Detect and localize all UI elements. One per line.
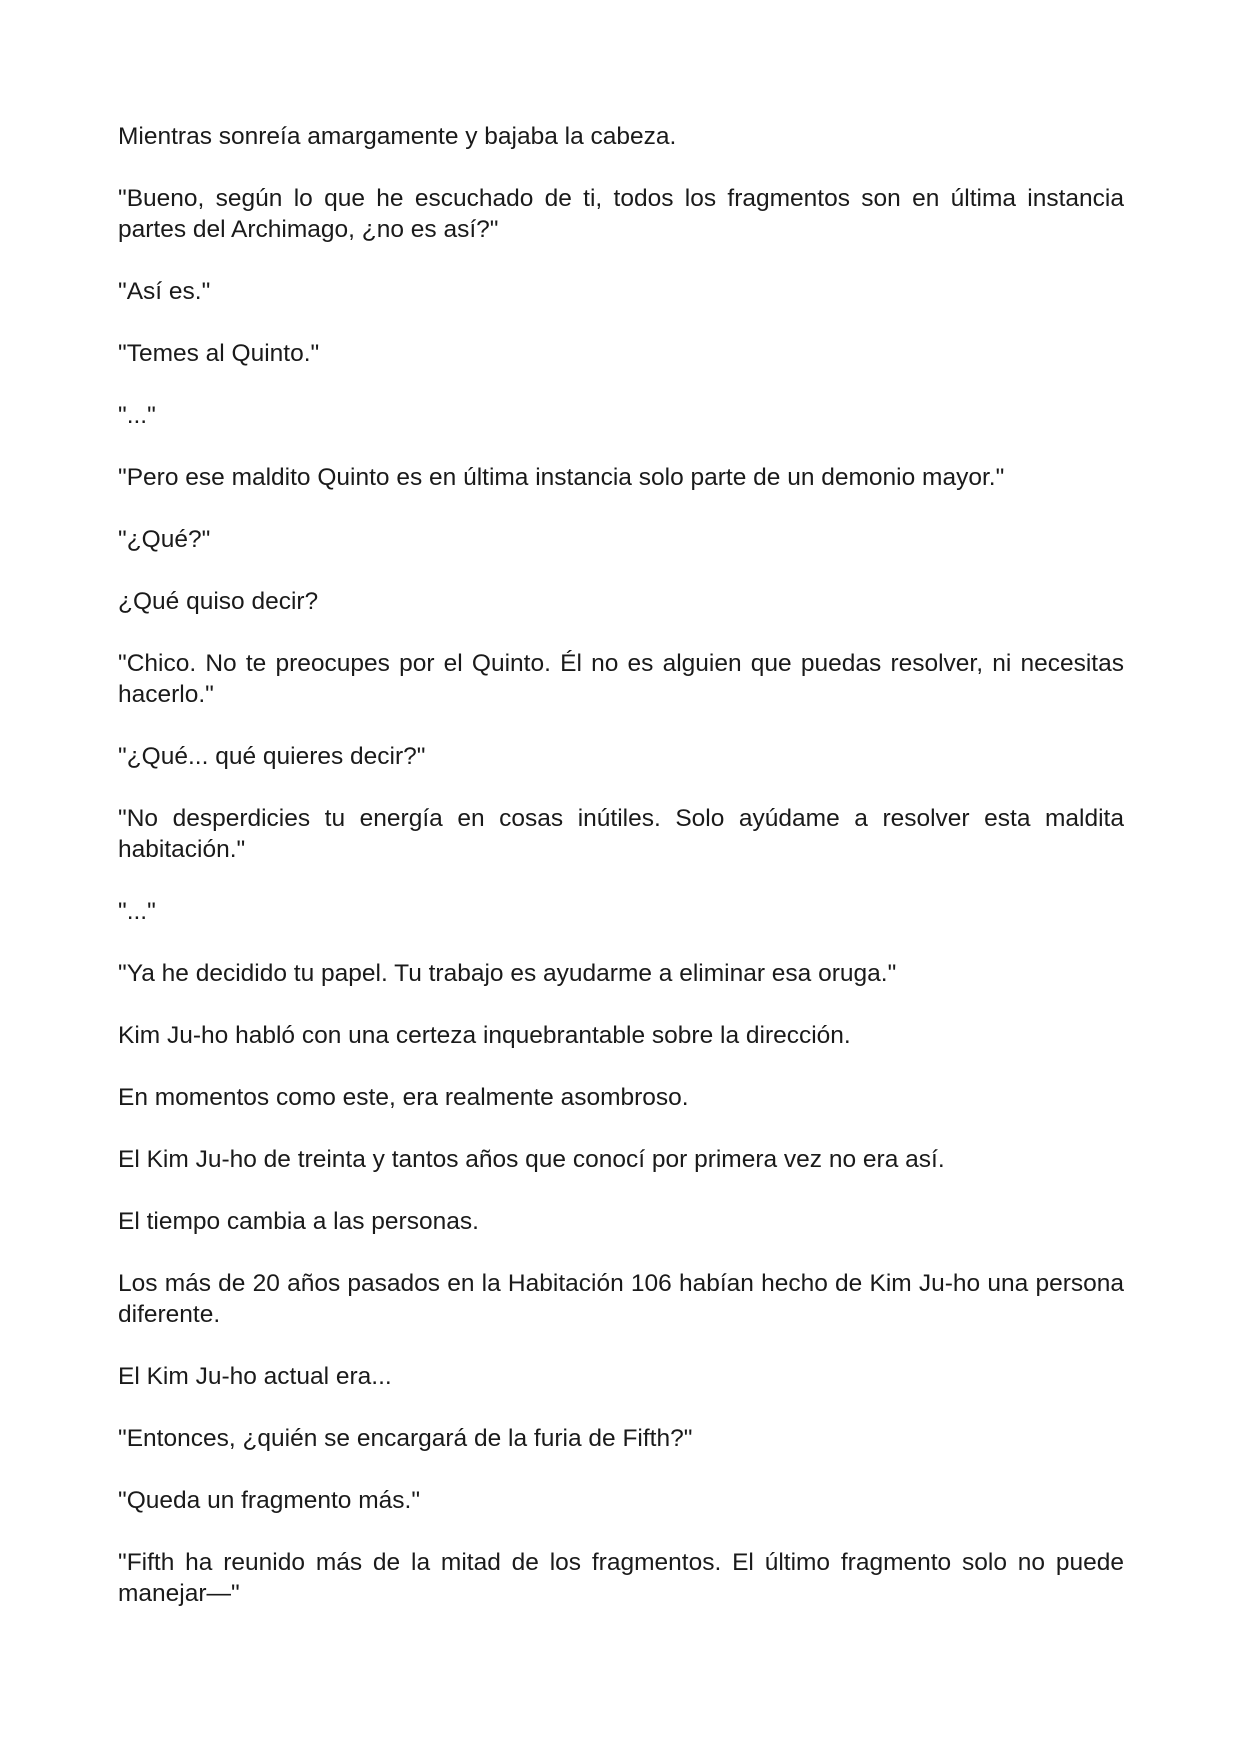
paragraph: Kim Ju-ho habló con una certeza inquebrantable sobre la dirección.	[118, 1022, 851, 1049]
paragraph: Los más de 20 años pasados en la Habitación 106 habían hecho de Kim Ju-ho una persona diferente.	[118, 1270, 1124, 1328]
document-body	[118, 121, 1124, 1640]
paragraph: "..."	[118, 898, 156, 925]
paragraph: El tiempo cambia a las personas.	[118, 1208, 479, 1235]
paragraph: En momentos como este, era realmente asombroso.	[118, 1084, 689, 1111]
paragraph: "No desperdicies tu energía en cosas inútiles. Solo ayúdame a resolver esta maldita habitación."	[118, 805, 1124, 863]
paragraph: "Temes al Quinto."	[118, 340, 320, 367]
paragraph: El Kim Ju-ho actual era...	[118, 1363, 392, 1390]
paragraph: "Así es."	[118, 278, 211, 305]
paragraph: "..."	[118, 402, 156, 429]
paragraph: "Bueno, según lo que he escuchado de ti, todos los fragmentos son en última instancia partes del Archimago, ¿no es así?"	[118, 185, 1124, 243]
paragraph: "Entonces, ¿quién se encargará de la furia de Fifth?"	[118, 1425, 693, 1452]
paragraph: "Queda un fragmento más."	[118, 1487, 421, 1514]
paragraph: Mientras sonreía amargamente y bajaba la cabeza.	[118, 123, 677, 150]
paragraph: "Ya he decidido tu papel. Tu trabajo es ayudarme a eliminar esa oruga."	[118, 960, 897, 987]
paragraph: "Fifth ha reunido más de la mitad de los fragmentos. El último fragmento solo no puede manejar—"	[118, 1549, 1124, 1607]
paragraph: "¿Qué?"	[118, 526, 211, 553]
paragraph: "Pero ese maldito Quinto es en última instancia solo parte de un demonio mayor."	[118, 464, 1005, 491]
paragraph: El Kim Ju-ho de treinta y tantos años que conocí por primera vez no era así.	[118, 1146, 945, 1173]
paragraph: "¿Qué... qué quieres decir?"	[118, 743, 426, 770]
paragraph: ¿Qué quiso decir?	[118, 588, 319, 615]
paragraph: "Chico. No te preocupes por el Quinto. Él no es alguien que puedas resolver, ni necesitas hacerlo."	[118, 650, 1124, 708]
